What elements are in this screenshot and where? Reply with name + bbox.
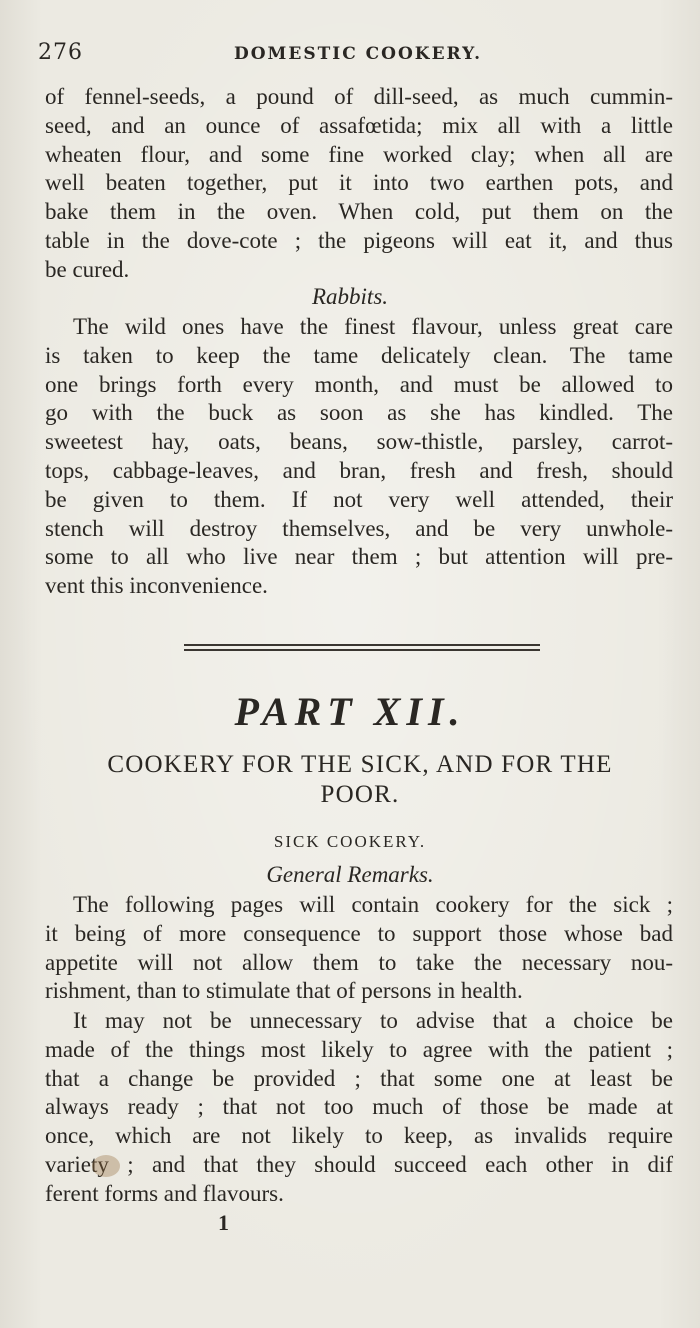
sick-paragraph-1 [45,891,673,1006]
paper-stain [92,1155,120,1177]
text-line: that a change be provided ; that some one at least be [45,1065,673,1091]
text-line: tops, cabbage-leaves, and bran, fresh and fresh, should [45,457,673,483]
part-subtitle-line: POOR. [320,781,400,808]
double-rule-divider [184,644,540,654]
text-line: seed, and an ounce of assafœtida; mix all with a little [45,112,673,138]
text-line: stench will destroy themselves, and be very unwhole- [45,515,673,541]
part-subtitle-line: COOKERY FOR THE SICK, AND FOR THE [107,751,613,778]
text-line: be given to them. If not very well attended, their [45,486,673,512]
text-line: wheaten flour, and some fine worked clay; when all are [45,141,673,167]
text-line: ferent forms and flavours. [45,1180,284,1206]
text-line: The wild ones have the finest flavour, unless great care [73,314,673,339]
running-title: DOMESTIC COOKERY. [234,44,483,64]
sick-paragraph-2 [45,1007,673,1209]
text-line: always ready ; that not too much of those be made at [45,1094,673,1120]
running-head [38,40,668,74]
text-line: rishment, than to stimulate that of persons in health. [45,978,523,1004]
general-remarks-heading: General Remarks. [266,862,434,887]
part-title: PART XII. [234,689,466,734]
text-line: bake them in the oven. When cold, put them on the [45,199,673,225]
text-line: table in the dove-cote ; the pigeons will eat it, and thus [45,227,673,253]
text-line: sweetest hay, oats, beans, sow-thistle, parsley, carrot- [45,429,673,455]
rabbits-paragraph [45,313,673,601]
text-line: vent this inconvenience. [45,573,268,599]
part-subtitle [56,750,664,810]
text-line: variety ; and that they should succeed each other in dif [45,1151,673,1177]
text-line: once, which are not likely to keep, as invalids require [45,1123,673,1149]
text-line: one brings forth every month, and must be allowed to [45,371,673,397]
text-line: some to all who live near them ; but attention will pre- [45,544,673,570]
text-line: be cured. [45,256,130,282]
text-line: appetite will not allow them to take the necessary nou- [45,949,673,975]
sick-cookery-heading: SICK COOKERY. [273,832,427,851]
text-line: It may not be unnecessary to advise that a choice be [73,1008,673,1033]
pigeons-paragraph [45,83,673,285]
text-line: it being of more consequence to support those whose bad [45,920,673,946]
text-line: made of the things most likely to agree with the patient ; [45,1036,673,1062]
text-line: well beaten together, put it into two earthen pots, and [45,170,673,196]
rabbits-heading: Rabbits. [311,284,389,309]
text-line: go with the buck as soon as she has kindled. The [45,400,673,426]
text-line: is taken to keep the tame delicately clean. The tame [45,342,673,368]
text-line: of fennel-seeds, a pound of dill-seed, as much cummin- [45,84,673,109]
page-number: 276 [38,40,83,65]
text-line: The following pages will contain cookery for the sick ; [73,892,673,917]
signature-mark: 1 [218,1210,229,1235]
